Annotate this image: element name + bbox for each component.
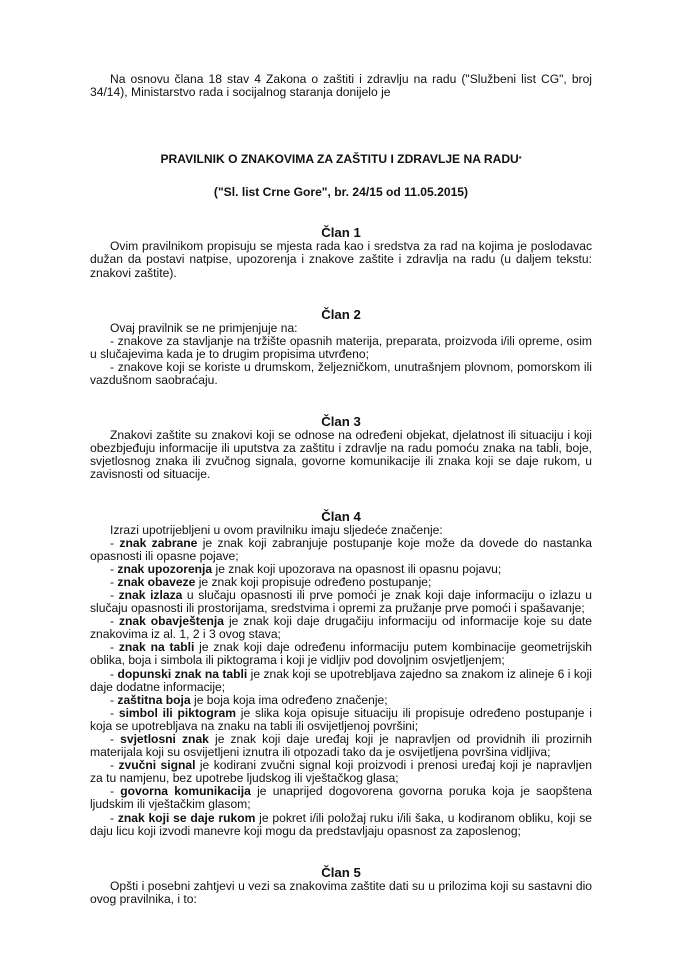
article-paragraph: Ovim pravilnikom propisuju se mjesta rada kao i sredstva za rad na kojima je poslodavac dužan da postavi natpise, upozorenja i znakove zaštite i zdravlja na radu (u daljem tekstu: znakovi zaštite). [90, 239, 592, 280]
article-paragraph: Opšti i posebni zahtjevi u vezi sa znakovima zaštite dati su u prilozima koji su sastavni dio ovog pravilnika, i to: [90, 878, 592, 906]
title-text: PRAVILNIK O ZNAKOVIMA ZA ZAŠTITU I ZDRAVLJE NA RADU [160, 152, 519, 167]
definition-item: - znak koji se daje rukom je pokret i/ili položaj ruku i/ili šaka, u kodiranom obliku, koji se daju licu koji izvodi manevre koji mogu da predstavljaju opasnost za zaposlenog; [90, 810, 592, 838]
article-paragraph: - znakove za stavljanje na tržište opasnih materija, preparata, proizvoda i/ili opreme, osim u slučajevima kada je to drugim propisima utvrđeno; [90, 333, 592, 361]
definition-term: zaštitna boja [117, 692, 191, 707]
article-heading: Član 1 [321, 225, 361, 241]
article-heading: Član 2 [321, 306, 361, 322]
article-heading: Član 5 [321, 864, 361, 880]
definition-item: - simbol ili piktogram je slika koja opisuje situaciju ili propisuje određeno postupanje i koja se upotrebljava na znaku na tabli ili osvijetljenoj površini; [90, 705, 592, 733]
definition-term: znak koji se daje rukom [117, 810, 256, 825]
definition-term: znak zabrane [119, 535, 198, 550]
definition-text: je slika koja opisuje situaciju ili propisuje određeno postupanje i koja se upotrebljava na znaku na tabli ili osvijetljenoj površini; [90, 705, 592, 733]
definition-term: svjetlosni znak [120, 732, 209, 746]
article-paragraph: Znakovi zaštite su znakovi koji se odnose na određeni objekat, djelatnost ili situaciju i koji obezbjeđuju informacije ili uputstva za zaštitu i zdravlje na radu pomoću znaka na tabli, boje, svjetlosnog znaka ili zvučnog signala, govorne komunikacije ili znaka koji se daje rukom, u zavisnosti od situacije. [90, 428, 592, 482]
definition-text: je znak koji zabranjuje postupanje koje može da dovede do nastanka opasnosti ili opasne pojave; [90, 535, 593, 563]
article-heading: Član 3 [321, 414, 361, 430]
document-subtitle: ("Sl. list Crne Gore", br. 24/15 od 11.05.2015) [213, 185, 469, 200]
definition-item: - svjetlosni znak je znak koji daje uređaj koji je napravljen od providnih ili prozirnih materijala koji su osvijetljeni iznutra ili otpozadi tako da je osvijetljena površina vidljiva; [90, 732, 592, 760]
definition-text: je kodirani zvučni signal koji proizvodi i prenosi uređaj koji je napravljen za tu namjenu, bez upotrebe ljudskog ili vještačkog glasa; [90, 758, 592, 786]
definition-item: - znak obavještenja je znak koji daje drugačiju informaciju od informacije koje su date znakovima iz al. 1, 2 i 3 ovog stava; [90, 614, 593, 642]
definition-item: - dopunski znak na tabli je znak koji se upotrebljava zajedno sa znakom iz alineje 6 i koji daje dodatne informacije; [90, 666, 592, 694]
definition-term: znak obavještenja [118, 614, 225, 629]
definition-text: je znak koji daje uređaj koji je napravljen od providnih ili prozirnih materijala koji su osvijetljeni iznutra ili otpozadi tako da je osvijetljena površina vidljiva; [90, 732, 592, 760]
definition-item: - znak izlaza u slučaju opasnosti ili prve pomoći je znak koji daje informaciju o izlazu u slučaju opasnosti ili prostorijama, sredstvima i opremi za pružanje prve pomoći i spašavanje; [90, 587, 592, 616]
definition-item: - znak upozorenja je znak koji upozorava na opasnost ili opasnu pojavu; [110, 561, 502, 576]
definition-term: znak izlaza [118, 587, 183, 602]
article-paragraph: Izrazi upotrijebljeni u ovom pravilniku imaju sljedeće značenje: [110, 522, 443, 537]
definition-text: je znak koji daje određenu informaciju putem kombinacije geometrijskih oblika, boja i simbola ili piktograma i koji je vidljiv pod dovoljnim osvjetljenjem; [90, 640, 592, 668]
definition-term: znak na tabli [118, 640, 195, 655]
definition-term: znak upozorenja [117, 561, 213, 576]
definition-text: je pokret i/ili položaj ruku i/ili šaka, u kodiranom obliku, koji se daju licu koji izvodi manevre koji mogu da predstavljaju opasnost za zaposlenog; [90, 810, 592, 838]
article-paragraph: Ovaj pravilnik se ne primjenjuje na: [110, 320, 298, 335]
articles [90, 226, 592, 906]
document-page [90, 73, 592, 906]
document-title [90, 153, 592, 166]
definition-text: je znak koji daje drugačiju informaciju od informacije koje su date znakovima iz al. 1, 2 i 3 ovog stava; [90, 614, 593, 642]
definition-item: - govorna komunikacija je unaprijed dogovorena govorna poruka koja je saopštena ljudskim ili vještačkim glasom; [90, 784, 592, 812]
definition-text: je znak koji propisuje određeno postupanje; [195, 574, 432, 589]
definition-item: - znak obaveze je znak koji propisuje određeno postupanje; [110, 574, 432, 589]
definition-term: simbol ili piktogram [118, 705, 236, 720]
definition-text: je znak koji upozorava na opasnost ili opasnu pojavu; [212, 561, 502, 576]
definition-text: je znak koji se upotrebljava zajedno sa znakom iz alineje 6 i koji daje dodatne informacije; [90, 666, 592, 694]
definition-item: - znak zabrane je znak koji zabranjuje postupanje koje može da dovede do nastanka opasnosti ili opasne pojave; [90, 535, 593, 563]
article-heading: Član 4 [321, 508, 361, 524]
article-paragraph: - znakove koji se koriste u drumskom, željezničkom, unutrašnjem plovnom, pomorskom ili vazdušnom saobraćaju. [90, 359, 592, 388]
definition-term: govorna komunikacija [120, 784, 251, 799]
definition-term: zvučni signal [118, 758, 196, 773]
definition-text: u slučaju opasnosti ili prve pomoći je znak koji daje informaciju o izlazu u slučaju opasnosti ili prostorijama, sredstvima i opremi za pružanje prve pomoći i spašavanje; [90, 587, 592, 616]
footnote-mark: * [518, 156, 522, 164]
definition-term: dopunski znak na tabli [117, 666, 248, 681]
definition-text: je boja koja ima određeno značenje; [190, 692, 388, 707]
definition-text: je unaprijed dogovorena govorna poruka koja je saopštena ljudskim ili vještačkim glasom; [90, 784, 592, 812]
definition-item: - zvučni signal je kodirani zvučni signal koji proizvodi i prenosi uređaj koji je napravljen za tu namjenu, bez upotrebe ljudskog ili vještačkog glasa; [90, 758, 592, 786]
definition-term: znak obaveze [117, 574, 196, 589]
definition-item: - zaštitna boja je boja koja ima određeno značenje; [110, 692, 388, 707]
intro-paragraph: Na osnovu člana 18 stav 4 Zakona o zaštiti i zdravlju na radu ("Službeni list CG", broj 34/14), Ministarstvo rada i socijalnog staranja donijelo je [90, 72, 592, 100]
definition-item: - znak na tabli je znak koji daje određenu informaciju putem kombinacije geometrijskih oblika, boja i simbola ili piktograma i koji je vidljiv pod dovoljnim osvjetljenjem; [90, 640, 592, 668]
